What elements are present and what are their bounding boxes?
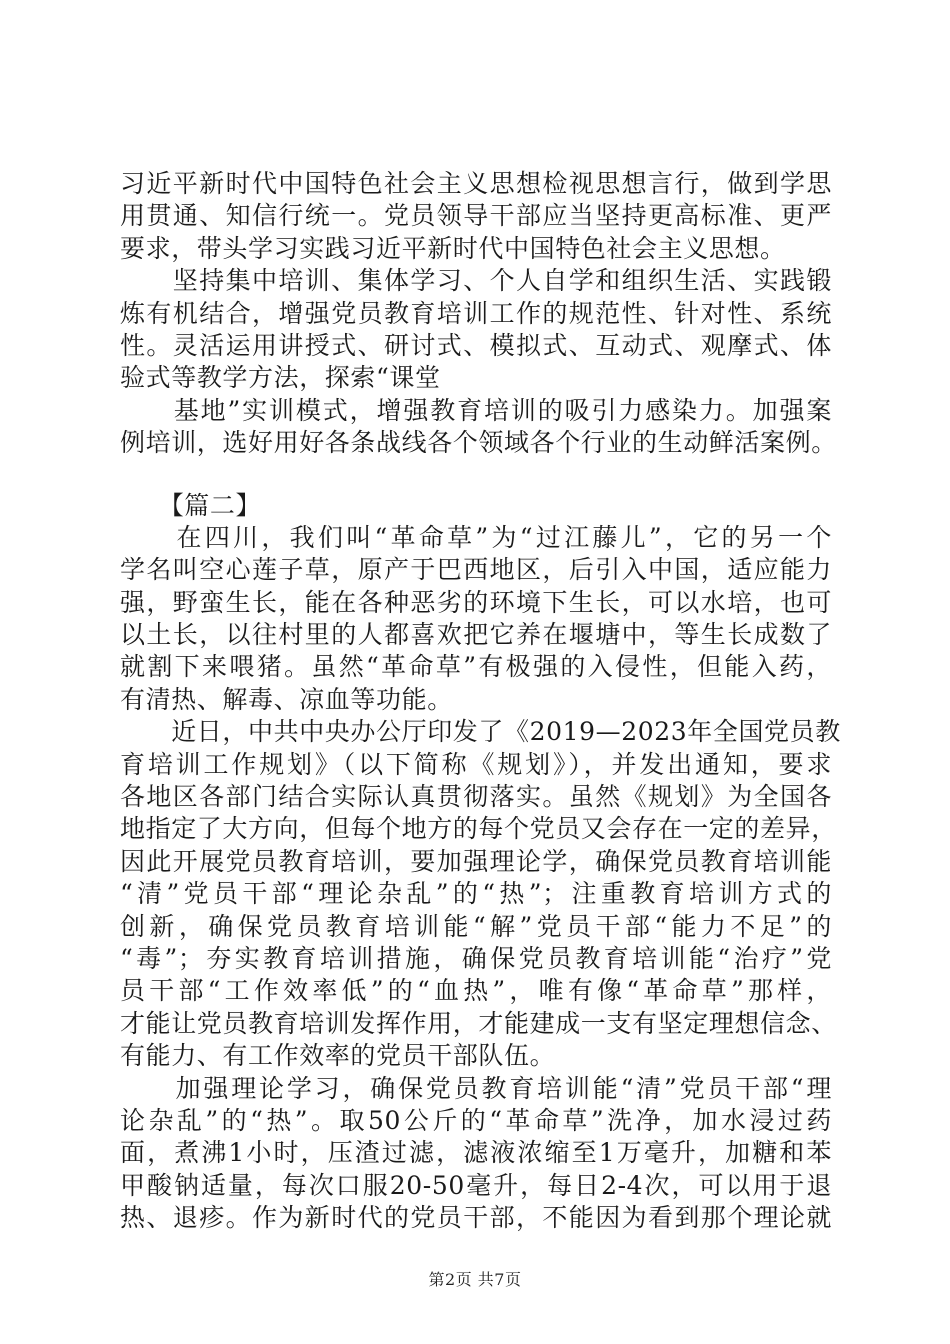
text-line: 加强理论学习，确保党员教育培训能“清”党员干部“理 <box>120 1073 832 1103</box>
text-line: “毒”；夯实教育培训措施，确保党员教育培训能“治疗”党 <box>120 943 832 973</box>
paragraph-spacer <box>120 460 832 490</box>
text-line: 学名叫空心莲子草，原产于巴西地区，后引入中国，适应能力 <box>120 555 832 585</box>
text-line: 各地区各部门结合实际认真贯彻落实。虽然《规划》为全国各 <box>120 782 832 812</box>
paragraph <box>120 265 832 395</box>
text-line: “清”党员干部“理论杂乱”的“热”；注重教育培训方式的 <box>120 879 832 909</box>
text-line: 性。灵活运用讲授式、研讨式、模拟式、互动式、观摩式、体 <box>120 330 832 360</box>
text-line: 面，煮沸1小时，压渣过滤，滤液浓缩至1万毫升，加糖和苯 <box>120 1138 832 1168</box>
page-number: 第2页 共7页 <box>428 1270 522 1289</box>
text-line: 有能力、有工作效率的党员干部队伍。 <box>120 1041 556 1071</box>
text-line: 地指定了大方向，但每个地方的每个党员又会存在一定的差异， <box>120 814 837 844</box>
paragraph <box>120 1073 832 1235</box>
paragraph <box>120 522 832 716</box>
text-line: 以土长，以往村里的人都喜欢把它养在堰塘中，等生长成数了 <box>120 620 832 650</box>
text-line: 验式等教学方法，探索“课堂 <box>120 363 441 393</box>
text-line: 要求，带头学习实践习近平新时代中国特色社会主义思想。 <box>120 233 786 263</box>
text-line: 就割下来喂猪。虽然“革命草”有极强的入侵性，但能入药， <box>120 652 832 682</box>
text-line: 基地”实训模式，增强教育培训的吸引力感染力。加强案 <box>120 395 832 425</box>
text-line: 炼有机结合，增强党员教育培训工作的规范性、针对性、系统 <box>120 298 832 328</box>
text-line: 在四川，我们叫“革命草”为“过江藤儿”，它的另一个 <box>120 522 832 552</box>
text-line: 创新，确保党员教育培训能“解”党员干部“能力不足”的 <box>120 911 832 941</box>
document-body <box>120 168 841 1235</box>
text-line: 例培训，选好用好各条战线各个领域各个行业的生动鲜活案例。 <box>120 428 837 458</box>
paragraph <box>120 395 837 460</box>
text-line: 近日，中共中央办公厅印发了《2019—2023年全国党员教 <box>120 717 841 747</box>
page-footer <box>0 1270 950 1290</box>
text-line: 甲酸钠适量，每次口服20-50毫升，每日2-4次，可以用于退 <box>120 1170 832 1200</box>
text-line: 因此开展党员教育培训，要加强理论学，确保党员教育培训能 <box>120 846 832 876</box>
text-line: 坚持集中培训、集体学习、个人自学和组织生活、实践锻 <box>120 266 832 296</box>
text-line: 习近平新时代中国特色社会主义思想检视思想言行，做到学思 <box>120 169 832 198</box>
text-line: 才能让党员教育培训发挥作用，才能建成一支有坚定理想信念、 <box>120 1008 837 1038</box>
text-line: 论杂乱”的“热”。取50公斤的“革命草”洗净，加水浸过药 <box>120 1105 832 1135</box>
text-line: 有清热、解毒、凉血等功能。 <box>120 684 453 714</box>
text-line: 育培训工作规划》（以下简称《规划》），并发出通知，要求 <box>120 749 832 779</box>
paragraph <box>120 716 841 1072</box>
text-line: 员干部“工作效率低”的“血热”，唯有像“革命草”那样， <box>120 976 832 1006</box>
text-line: 热、退疹。作为新时代的党员干部，不能因为看到那个理论就 <box>120 1203 832 1233</box>
text-line: 用贯通、知信行统一。党员领导干部应当坚持更高标准、更严 <box>120 201 832 231</box>
section-heading: 【篇二】 <box>120 490 262 520</box>
text-line: 强，野蛮生长，能在各种恶劣的环境下生长，可以水培，也可 <box>120 587 832 617</box>
paragraph <box>120 168 832 265</box>
